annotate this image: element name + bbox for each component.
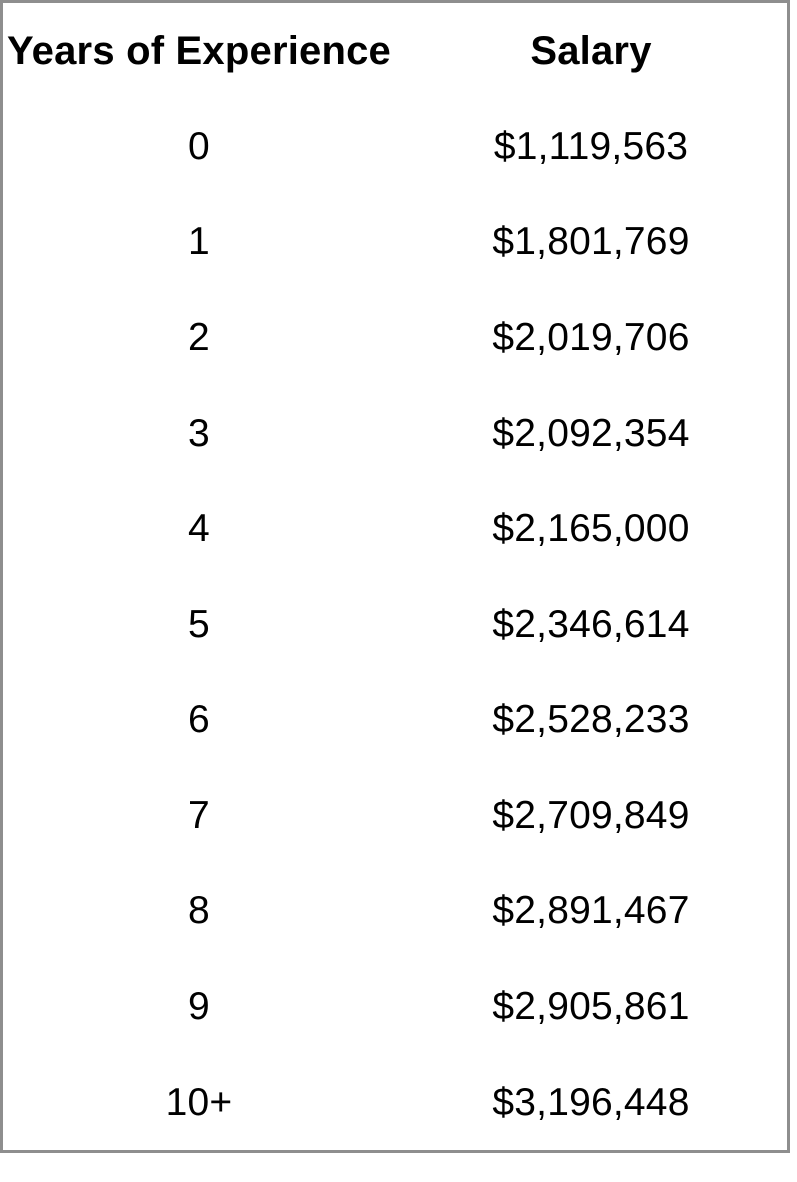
years-cell: 2 [188, 316, 210, 360]
years-cell: 6 [188, 698, 210, 742]
table-row [3, 576, 787, 672]
salary-column-header: Salary [530, 28, 652, 73]
years-cell: 5 [188, 602, 210, 646]
table-row [3, 385, 787, 481]
table-row [3, 959, 787, 1055]
salary-cell: $1,119,563 [493, 124, 689, 168]
years-cell: 8 [188, 889, 210, 933]
table-row [3, 290, 787, 386]
years-cell: 9 [188, 985, 210, 1029]
table-row [3, 768, 787, 864]
years-column-header: Years of Experience [6, 28, 391, 73]
years-cell: 10+ [165, 1080, 233, 1124]
table-row [3, 99, 787, 195]
table-row [3, 194, 787, 290]
years-cell: 1 [188, 220, 210, 264]
salary-cell: $2,709,849 [492, 793, 690, 837]
salary-cell: $2,891,467 [492, 889, 690, 933]
years-cell: 3 [188, 411, 210, 455]
years-cell: 4 [188, 507, 210, 551]
salary-cell: $2,092,354 [492, 411, 690, 455]
salary-cell: $2,905,861 [492, 985, 690, 1029]
salary-cell: $2,528,233 [492, 698, 690, 742]
years-cell: 7 [188, 793, 210, 837]
table-header-row [3, 3, 787, 99]
salary-cell: $2,019,706 [492, 316, 690, 360]
salary-cell: $1,801,769 [492, 220, 690, 264]
table-row [3, 672, 787, 768]
salary-cell: $3,196,448 [492, 1080, 690, 1124]
salary-cell: $2,346,614 [492, 602, 690, 646]
salary-cell: $2,165,000 [492, 507, 690, 551]
table-row [3, 863, 787, 959]
years-cell: 0 [188, 124, 210, 168]
table-row [3, 1054, 787, 1150]
table-row [3, 481, 787, 577]
